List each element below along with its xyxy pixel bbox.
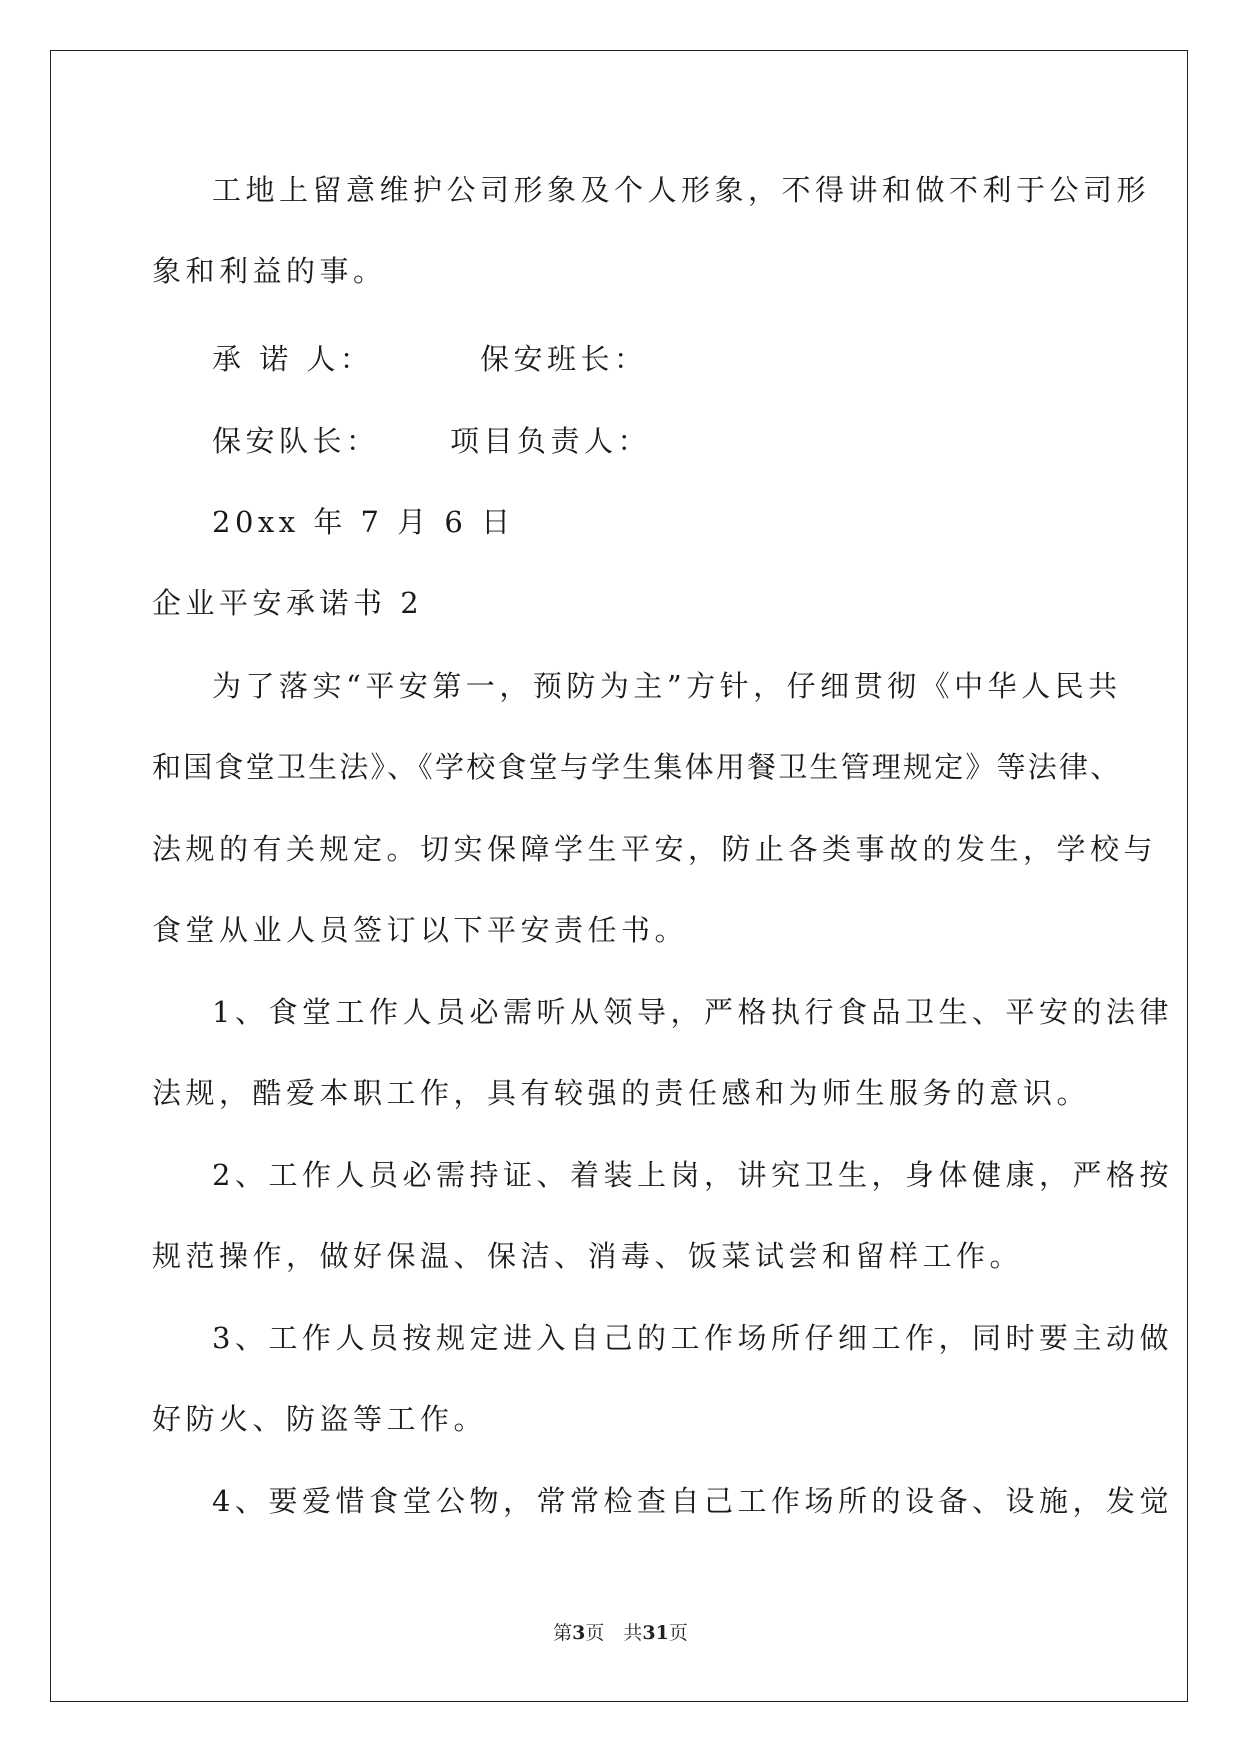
list-item-line: 3、工作人员按规定进入自己的工作场所仔细工作，同时要主动做 — [212, 1321, 1173, 1355]
text-line: 工地上留意维护公司形象及个人形象，不得讲和做不利于公司形 — [212, 173, 1151, 207]
page-number: 3 — [572, 1622, 586, 1644]
squad-leader-label: 保安班长： — [480, 342, 648, 376]
footer-prefix: 第 — [553, 1622, 573, 1644]
list-item-line: 2、工作人员必需持证、着装上岗，讲究卫生，身体健康，严格按 — [212, 1158, 1173, 1192]
list-item-line: 4、要爱惜食堂公物，常常检查自己工作场所的设备、设施，发觉 — [212, 1484, 1173, 1518]
date-line: 20xx 年 7 月 6 日 — [212, 505, 515, 539]
footer-mid: 页 共 — [585, 1622, 643, 1644]
total-pages: 31 — [642, 1622, 669, 1644]
list-item-line: 法规，酷爱本职工作，具有较强的责任感和为师生服务的意识。 — [152, 1076, 1091, 1110]
list-item-line: 好防火、防盗等工作。 — [152, 1402, 488, 1436]
page-border — [50, 50, 1188, 1702]
footer-suffix: 页 — [668, 1622, 688, 1644]
paragraph-line: 为了落实“平安第一，预防为主”方针，仔细贯彻《中华人民共 — [212, 669, 1122, 703]
list-item-line: 1、食堂工作人员必需听从领导，严格执行食品卫生、平安的法律 — [212, 995, 1173, 1029]
page-footer — [0, 1618, 1241, 1645]
paragraph-line: 法规的有关规定。切实保障学生平安，防止各类事故的发生，学校与 — [152, 832, 1158, 866]
text-line: 象和利益的事。 — [152, 254, 387, 288]
paragraph-line: 和国食堂卫生法》、《学校食堂与学生集体用餐卫生管理规定》等法律、 — [152, 750, 1122, 784]
list-item-line: 规范操作，做好保温、保洁、消毒、饭菜试尝和留样工作。 — [152, 1239, 1024, 1273]
project-manager-label: 项目负责人： — [450, 424, 652, 458]
promisor-label: 承 诺 人： — [212, 342, 374, 376]
paragraph-line: 食堂从业人员签订以下平安责任书。 — [152, 913, 689, 947]
section-title: 企业平安承诺书 2 — [152, 586, 424, 620]
team-captain-label: 保安队长： — [212, 424, 380, 458]
